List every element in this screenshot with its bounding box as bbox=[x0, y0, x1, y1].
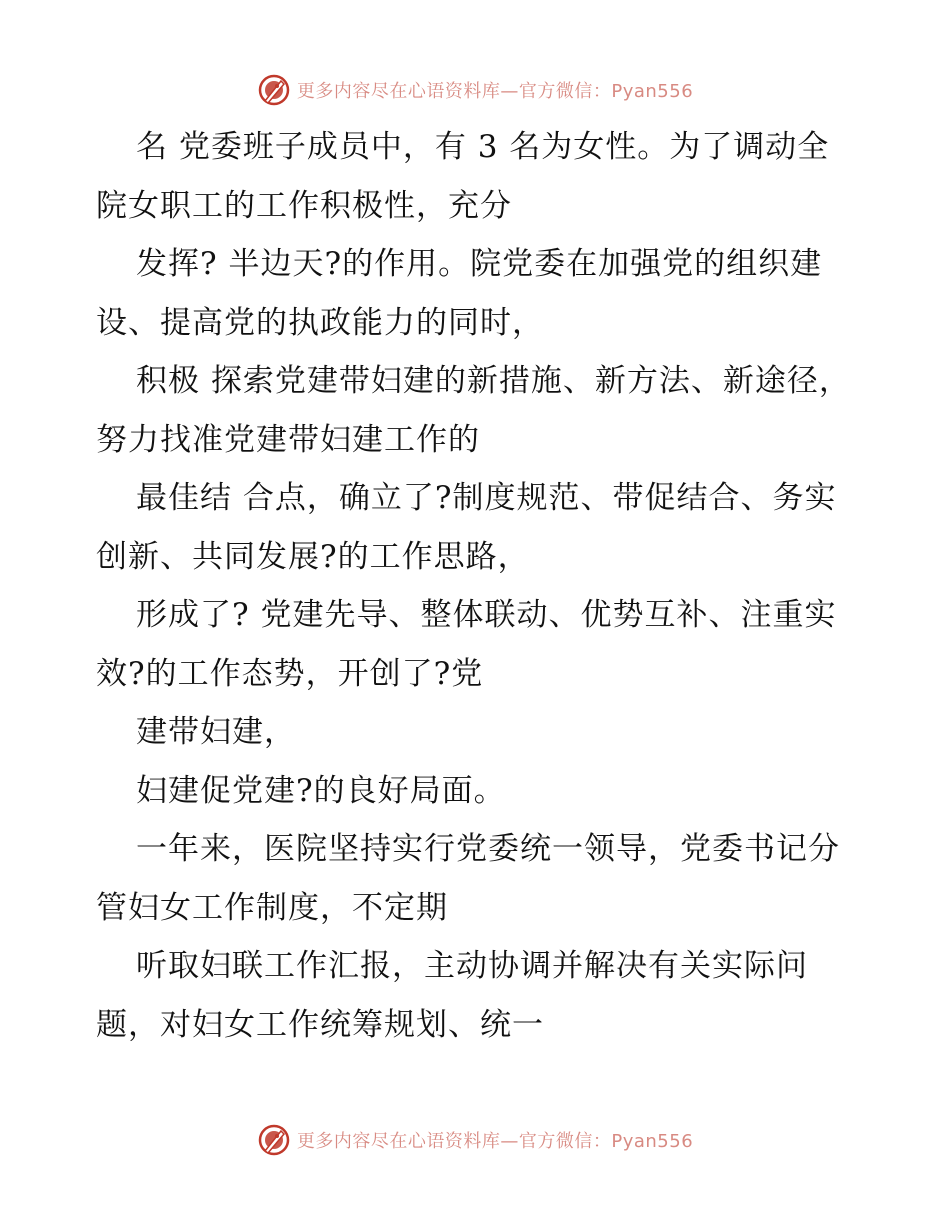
footer-watermark-text: 更多内容尽在心语资料库—官方微信：Pyan556 bbox=[296, 1131, 694, 1152]
paragraph-8: 一年来，医院坚持实行党委统一领导，党委书记分管妇女工作制度，不定期 bbox=[96, 831, 840, 926]
document-body bbox=[96, 118, 856, 1054]
pen-nib-circle-icon bbox=[257, 73, 291, 107]
paragraph-7: 妇建促党建?的良好局面。 bbox=[136, 772, 506, 809]
footer-watermark bbox=[0, 1120, 950, 1160]
header-watermark bbox=[0, 70, 950, 110]
paragraph-5: 形成了? 党建先导、整体联动、优势互补、注重实效?的工作态势，开创了?党 bbox=[96, 597, 837, 692]
paragraph-4: 最佳结 合点，确立了?制度规范、带促结合、务实创新、共同发展?的工作思路， bbox=[96, 480, 837, 575]
paragraph-9: 听取妇联工作汇报，主动协调并解决有关实际问题，对妇女工作统筹规划、统一 bbox=[96, 948, 808, 1043]
paragraph-2: 发挥? 半边天?的作用。院党委在加强党的组织建设、提高党的执政能力的同时， bbox=[96, 246, 823, 341]
paragraph-1: 名 党委班子成员中，有 3 名为女性。为了调动全院女职工的工作积极性，充分 bbox=[96, 129, 830, 224]
paragraph-3: 积极 探索党建带妇建的新措施、新方法、新途径，努力找准党建带妇建工作的 bbox=[96, 363, 851, 458]
header-watermark-text: 更多内容尽在心语资料库—官方微信：Pyan556 bbox=[296, 81, 694, 102]
pen-nib-circle-icon bbox=[257, 1123, 291, 1157]
paragraph-6: 建带妇建， bbox=[136, 714, 296, 750]
